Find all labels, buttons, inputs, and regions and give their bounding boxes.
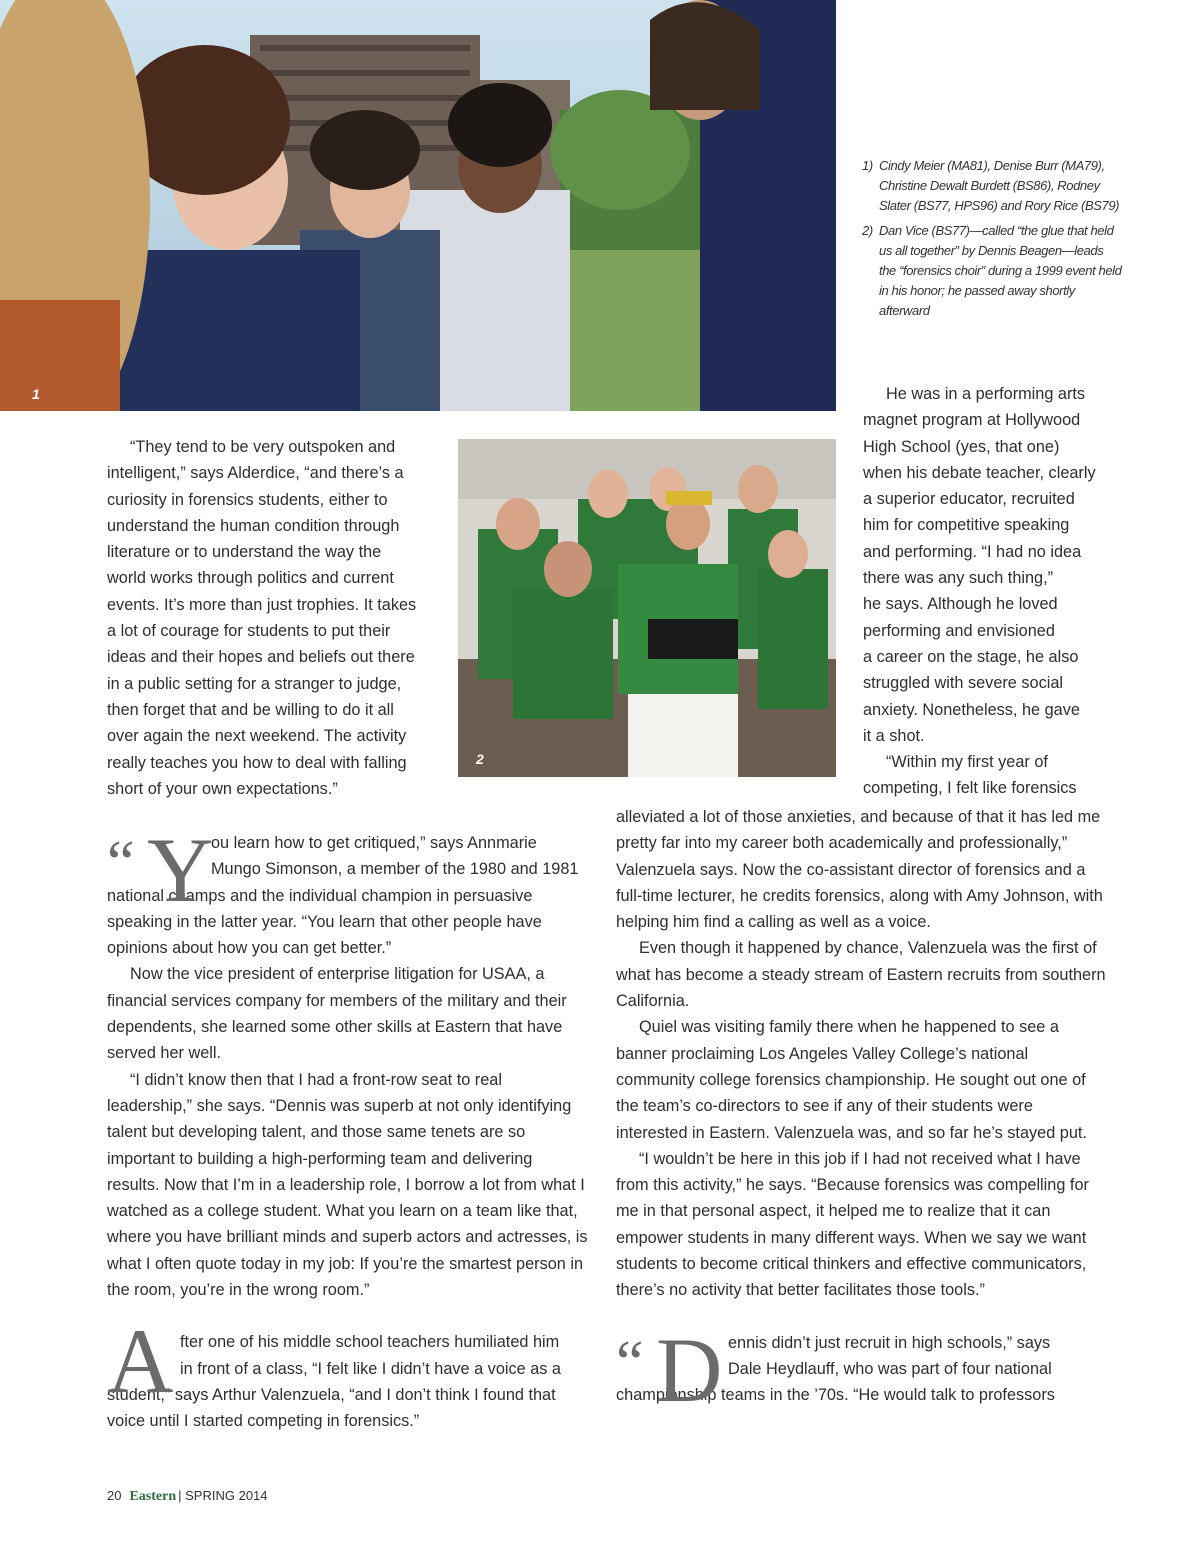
photo1-number: 1: [32, 386, 40, 402]
right-top-line: and performing. “I had no idea: [863, 542, 1082, 561]
left-top-line: world works through politics and current: [107, 569, 394, 588]
issue-label: | SPRING 2014: [178, 1488, 268, 1503]
left-top-column: [107, 434, 437, 802]
left-top-line: “They tend to be very outspoken and: [130, 438, 396, 456]
left-top-line: then forget that and be willing to do it all: [107, 700, 394, 719]
left-top-line: a lot of courage for students to put their: [107, 622, 391, 641]
right-main-column: [616, 804, 1106, 1421]
caption-1: [862, 156, 1122, 216]
dropcap-letter: Y: [147, 819, 214, 921]
paragraph: national champs and the individual champion in persuasive speaking in the latter year. “You learn that other people have opinions about how you can get better.”: [107, 886, 542, 958]
right-top-line: High School (yes, that one): [863, 437, 1060, 456]
left-top-line: in a public setting for a stranger to judge,: [107, 674, 402, 693]
right-top-line: a career on the stage, he also: [863, 647, 1079, 666]
caption-2-number: 2): [862, 223, 873, 238]
left-top-line: over again the next weekend. The activity: [107, 727, 407, 746]
dropcap-line: ennis didn’t just recruit in high schools,” says: [728, 1333, 1051, 1352]
paragraph: alleviated a lot of those anxieties, and because of that it has led me pretty far into my career both academically and professionally,” Valenzuela says. Now the co-assistant director of forensics and a full-time lecturer, he credits forensics, along with Amy Johnson, with helping him find a calling as well as a voice.: [616, 808, 1103, 932]
photo-group-portrait: [0, 0, 836, 411]
left-top-line: curiosity in forensics students, either to: [107, 490, 388, 509]
right-top-line: a superior educator, recruited: [863, 490, 1075, 509]
caption-1-text: Cindy Meier (MA81), Denise Burr (MA79), Christine Dewalt Burdett (BS86), Rodney Slater (BS77, HPS96) and Rory Rice (BS79): [879, 158, 1120, 213]
right-top-line: there was any such thing,”: [863, 569, 1054, 588]
dropcap-line: in front of a class, “I felt like I didn’t have a voice as a: [180, 1359, 561, 1378]
right-top-line: He was in a performing arts: [886, 385, 1086, 403]
right-top-line: anxiety. Nonetheless, he gave: [863, 700, 1080, 719]
caption-1-number: 1): [862, 158, 873, 173]
open-quote-mark: “: [616, 1328, 644, 1397]
photo1-image: [0, 0, 836, 411]
dropcap-line: ou learn how to get critiqued,” says Annmarie: [211, 834, 537, 852]
left-main-column: [107, 804, 589, 1435]
dropcap-letter: A: [107, 1310, 174, 1413]
right-top-line: performing and envisioned: [863, 621, 1055, 640]
right-top-line: him for competitive speaking: [863, 516, 1070, 535]
left-top-line: short of your own expectations.”: [107, 779, 338, 798]
left-top-line: literature or to understand the way the: [107, 543, 382, 562]
right-top-line: it a shot.: [863, 726, 925, 745]
left-top-line: ideas and their hopes and beliefs out there: [107, 648, 415, 667]
page-number: 20: [107, 1488, 122, 1503]
caption-2: [862, 221, 1122, 321]
right-top-column: [863, 381, 1113, 802]
photo-captions: [862, 156, 1122, 326]
left-top-line: events. It’s more than just trophies. It takes: [107, 595, 417, 614]
paragraph: “I wouldn’t be here in this job if I had not received what I have from this activity,” he says. “Because forensics was compelling for me in that personal aspect, it helped me to realize that it can empower students in many different ways. When we say we want students to become critical thinkers and effective communicators, there’s no activity that better facilitates those tools.”: [616, 1149, 1089, 1300]
right-top-line: “Within my first year of: [886, 753, 1048, 772]
paragraph: “I didn’t know then that I had a front-row seat to real leadership,” she says. “Dennis was superb at not only identifying talent but developing talent, and those same tenets are so important to building a high-performing team and delivering results. Now that I’m in a leadership role, I borrow a lot from what I watched as a college student. What you learn on a team like that, where you have brilliant minds and superb actors and actresses, is what I often quote today in my job: If you’re the smartest person in the room, you’re in the wrong room.”: [107, 1070, 588, 1300]
left-top-line: really teaches you how to deal with falling: [107, 753, 407, 772]
right-top-line: when his debate teacher, clearly: [863, 463, 1096, 482]
paragraph: student,” says Arthur Valenzuela, “and I don’t think I found that voice until I started competing in forensics.”: [107, 1385, 556, 1431]
dropcap-line: fter one of his middle school teachers humiliated him: [180, 1333, 560, 1352]
right-top-line: struggled with severe social: [863, 674, 1063, 693]
photo-forensics-choir: [458, 439, 836, 777]
dropcap-block-1: [107, 819, 589, 921]
left-top-line: understand the human condition through: [107, 516, 400, 535]
photo2-image: [458, 439, 836, 777]
right-top-line: competing, I felt like forensics: [863, 779, 1077, 798]
page-footer: [107, 1488, 268, 1505]
right-top-line: he says. Although he loved: [863, 595, 1058, 614]
dropcap-letter: D: [656, 1318, 723, 1421]
open-quote-mark: “: [107, 829, 135, 897]
paragraph: championship teams in the ’70s. “He would talk to professors: [616, 1386, 1055, 1405]
paragraph: Quiel was visiting family there when he happened to see a banner proclaiming Los Angeles Valley College’s national community college forensics championship. He sought out one of the team’s co-directors to see if any of their students were interested in Eastern. Valenzuela was, and so far he’s stayed put.: [616, 1018, 1087, 1142]
left-top-line: intelligent,” says Alderdice, “and there’s a: [107, 464, 404, 483]
caption-2-text: Dan Vice (BS77)—called “the glue that held us all together” by Dennis Beagen—leads the “forensics choir” during a 1999 event held in his honor; he passed away shortly afterward: [879, 223, 1122, 318]
paragraph: Now the vice president of enterprise litigation for USAA, a financial services company for members of the military and their dependents, she learned some other skills at Eastern that have served her well.: [107, 965, 567, 1063]
dropcap-line: Mungo Simonson, a member of the 1980 and 1981: [211, 860, 579, 879]
photo2-number: 2: [476, 751, 484, 767]
magazine-name: Eastern: [129, 1489, 177, 1504]
dropcap-line: Dale Heydlauff, who was part of four national: [728, 1359, 1052, 1378]
paragraph: Even though it happened by chance, Valenzuela was the first of what has become a steady stream of Eastern recruits from southern California.: [616, 939, 1106, 1011]
right-top-line: magnet program at Hollywood: [863, 411, 1081, 430]
